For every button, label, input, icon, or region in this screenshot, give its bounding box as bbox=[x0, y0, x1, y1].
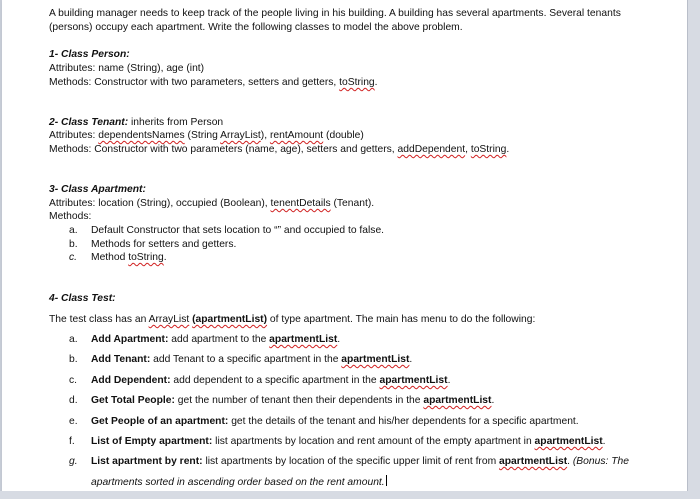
menu-item-b: b. Add Tenant: add Tenant to a specific apartment in the apartmentList. bbox=[69, 354, 413, 365]
menu-item-a: a. Add Apartment: add apartment to the apartmentList. bbox=[69, 334, 341, 345]
menu-item-d: d. Get Total People: get the number of tenant then their dependents in the apartmentList. bbox=[69, 395, 495, 406]
person-attributes: Attributes: name (String), age (int) bbox=[49, 63, 205, 74]
menu-item-g-continued: apartments sorted in ascending order based on the rent amount. bbox=[91, 477, 385, 488]
section-apartment-heading: 3- Class Apartment: bbox=[49, 184, 146, 195]
apartment-attributes: Attributes: location (String), occupied (Boolean), tenentDetails (Tenant). bbox=[49, 198, 375, 209]
window-right-edge bbox=[687, 0, 700, 499]
window-bottom-edge bbox=[0, 491, 700, 499]
menu-item-c: c. Add Dependent: add dependent to a specific apartment in the apartmentList. bbox=[69, 375, 451, 386]
text-cursor bbox=[386, 475, 387, 486]
section-person-heading: 1- Class Person: bbox=[49, 49, 130, 60]
apartment-method-b: b. Methods for setters and getters. bbox=[69, 239, 237, 250]
apartment-methods-label: Methods: bbox=[49, 211, 92, 222]
test-intro: The test class has an ArrayList (apartmentList) of type apartment. The main has menu to do the following: bbox=[49, 314, 536, 325]
menu-item-g: g. List apartment by rent: list apartments by location of the specific upper limit of rent from apartmentList. (Bonus: The bbox=[69, 456, 629, 467]
apartment-method-c: c. Method toString. bbox=[69, 252, 167, 263]
tenant-attributes: Attributes: dependentsNames (String ArrayList), rentAmount (double) bbox=[49, 130, 364, 141]
menu-item-e: e. Get People of an apartment: get the details of the tenant and his/her dependents for a specific apartment. bbox=[69, 416, 579, 427]
menu-item-f: f. List of Empty apartment: list apartments by location and rent amount of the empty apartment in apartmentList. bbox=[69, 436, 606, 447]
person-methods: Methods: Constructor with two parameters, setters and getters, toString. bbox=[49, 77, 378, 88]
tenant-methods: Methods: Constructor with two parameters (name, age), setters and getters, addDependent, toString. bbox=[49, 144, 510, 155]
section-tenant-heading: 2- Class Tenant: inherits from Person bbox=[49, 117, 224, 128]
intro-line-2: (persons) occupy each apartment. Write the following classes to model the above problem. bbox=[49, 22, 463, 33]
intro-line-1: A building manager needs to keep track of the people living in his building. A building has several apartments. Several tenants bbox=[49, 8, 621, 19]
document-page bbox=[2, 0, 688, 491]
section-test-heading: 4- Class Test: bbox=[49, 293, 116, 304]
apartment-method-a: a. Default Constructor that sets location to “” and occupied to false. bbox=[69, 225, 385, 236]
